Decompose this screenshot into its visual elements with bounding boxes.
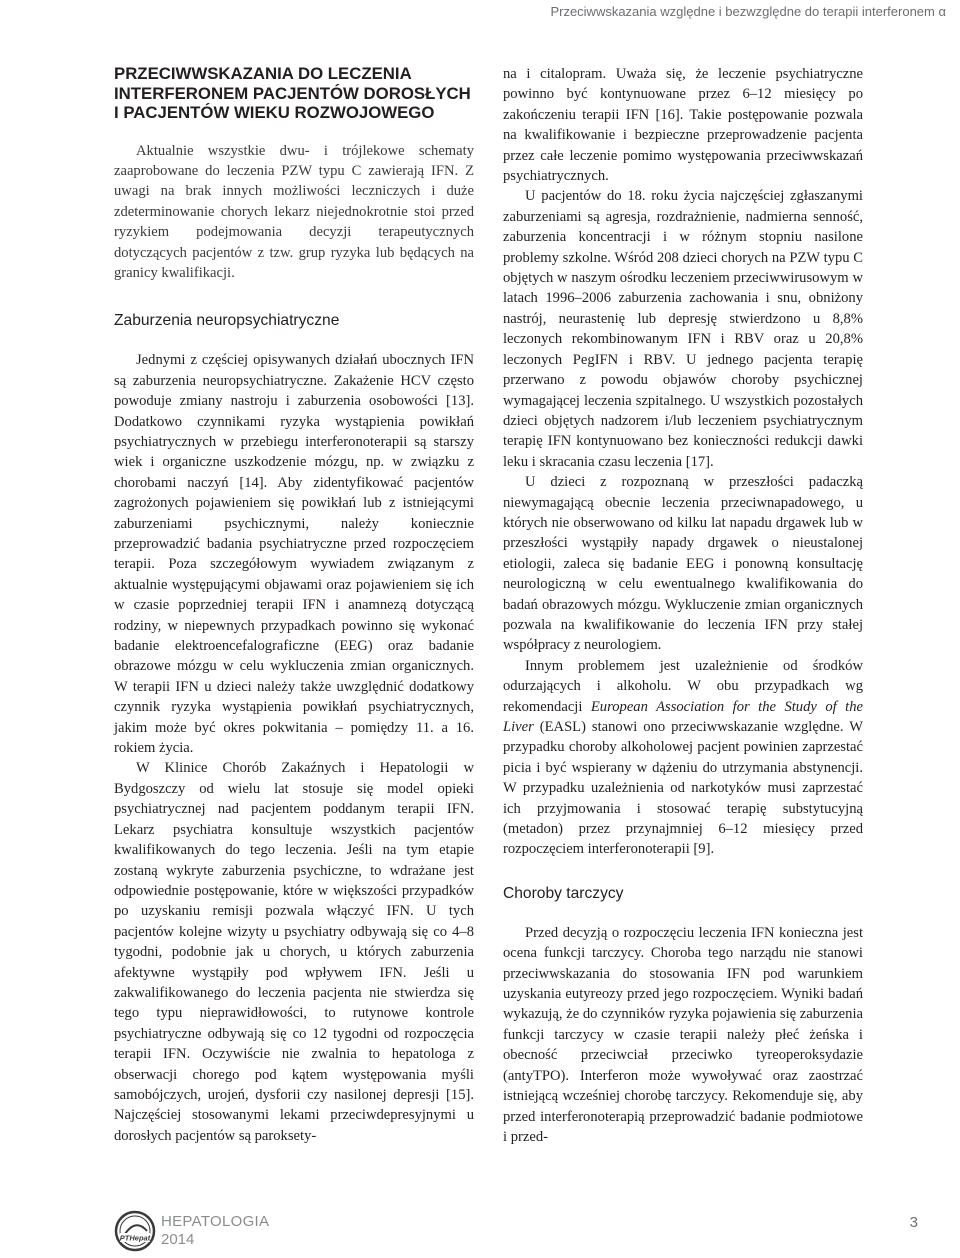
text-run: (EASL) stanowi ono przeciwwskazanie względne. W przypadku choroby alkoholowej pacjent powinien zaprzestać picia i być wspierany w dążeniu do utrzymania abstynencji. W przypadku uzależnienia od narkotyków musi zaprzestać ich przyjmowania i stosować terapię substytucyjną (metadon) przez przynajmniej 6–12 miesięcy przed rozpoczęciem interferonoterapii [9]. [503, 719, 863, 858]
article-title [114, 64, 474, 123]
section-heading-thyroid: Choroby tarczycy [503, 884, 624, 902]
page-number: 3 [909, 1214, 918, 1231]
body-paragraph: Jednymi z częściej opisywanych działań ubocznych IFN są zaburzenia neuropsychiatryczne. Zakażenie HCV często powoduje zmiany nastroju i zaburzenia osobowości [13]. Dodatkowo czynnikami ryzyka wystąpienia powikłań psychiatrycznych w przebiegu interferonoterapii są starszy wiek i organiczne uszkodzenie mózgu, np. w związku z chorobami naczyń [14]. Aby zidentyfikować pacjentów zagrożonych pojawieniem się powikłań lub z istniejącymi zaburzeniami psychicznymi, należy koniecznie przeprowadzić badania psychiatryczne przed rozpoczęciem terapii. Poza szczegółowym wywiadem związanym z aktualnie występującymi objawami oraz pojawieniem się ich w czasie poprzedniej terapii IFN i anamnezą dotyczącą rodziny, w niepewnych przypadkach powinno się wykonać badanie elektroencefalograficzne (EEG) oraz badanie obrazowe mózgu w celu wykluczenia zmian organicznych. W terapii IFN u dzieci należy także uwzględnić dodatkowy czynnik ryzyka wystąpienia powikłań psychiatrycznych, jakim może być okres pokwitania – pomiędzy 11. a 16. rokiem życia. [114, 352, 474, 757]
section-heading-neuropsychiatric: Zaburzenia neuropsychiatryczne [114, 312, 340, 330]
journal-name [161, 1213, 269, 1249]
body-paragraph: na i citalopram. Uważa się, że leczenie psychiatryczne powinno być kontynuowane przez 6–12 miesięcy po zakończeniu terapii IFN [16]. Takie postępowanie pozwala na kwalifikowanie i bezpieczne przeprowadzenie pacjenta przez całe leczenie pomimo występowania przeciwwskazań psychiatrycznych. [503, 66, 863, 185]
title-line-3: I PACJENTÓW WIEKU ROZWOJOWEGO [114, 103, 435, 122]
body-paragraph: U dzieci z rozpoznaną w przeszłości padaczką niewymagającą obecnie leczenia przeciwnapadowego, u których nie obserwowano od kilku lat napadu drgawek lub w przeszłości wystąpiły napady drgawek o nieustalonej etiologii, zaleca się badanie EEG i ponowną konsultację neurologiczną w celu ewentualnego kwalifikowania do badań obrazowych mózgu. Wykluczenie zmian organicznych pozwala na kwalifikowanie do leczenia IFN przy stałej współpracy z neurologiem. [503, 474, 863, 654]
logo-lettering: PTHepat [119, 1233, 151, 1243]
text-run: Innym problemem jest uzależnienie od środków odurzających i alkoholu. W obu przypadkach wg rekomendacji [503, 657, 863, 715]
title-line-2: INTERFERONEM PACJENTÓW DOROSŁYCH [114, 83, 471, 103]
pthepat-logo [113, 1209, 157, 1253]
right-column [503, 64, 863, 1147]
journal-footer [113, 1207, 269, 1255]
running-header: Przeciwwskazania względne i bezwzględne do terapii interferonem α [550, 4, 946, 19]
journal-year: 2014 [161, 1231, 195, 1248]
body-paragraph: U pacjentów do 18. roku życia najczęściej zgłaszanymi zaburzeniami są agresja, rozdrażnienie, nadmierna senność, zaburzenia koncentracji i w różnym stopniu nasilone problemy szkolne. Wśród 208 dzieci chorych na PZW typu C objętych w naszym ośrodku leczeniem przeciwwirusowym w latach 1996–2006 zaburzenia zachowania i snu, obniżony nastrój, neurastenię lub depresję stwierdzono u 8,8% leczonych rekombinowanym IFN i RBV oraz u 20,8% leczonych PegIFN i RBV. U jednego pacjenta terapię przerwano z powodu objawów choroby psychicznej wymagającej leczenia szpitalnego. U wszystkich pozostałych dzieci objętych nadzorem i/lub leczeniem psychiatrycznym terapię IFN kontynuowano bez konieczności redukcji dawki leku i skracania czasu leczenia [17]. [503, 188, 863, 470]
journal-title: HEPATOLOGIA [161, 1213, 270, 1230]
italic-organization-name: European Association for the Study of the Liver [503, 698, 863, 735]
intro-paragraph: Aktualnie wszystkie dwu- i trójlekowe schematy zaaprobowane do leczenia PZW typu C zawierają IFN. Z uwagi na brak innych możliwości leczniczych i duże zdeterminowanie chorych lekarz niejednokrotnie stoi przed ryzykiem podejmowania decyzji terapeutycznych dotyczących pacjentów z tzw. grup ryzyka lub będących na granicy kwalifikacji. [114, 142, 474, 281]
body-paragraph: Przed decyzją o rozpoczęciu leczenia IFN konieczna jest ocena funkcji tarczycy. Choroba tego narządu nie stanowi przeciwwskazania do stosowania IFN pod warunkiem uzyskania eutyreozy przed jego rozpoczęciem. Wyniki badań wykazują, że do czynników ryzyka pojawienia się zaburzenia funkcji tarczycy w czasie terapii należy płeć żeńska i obecność przeciwciał przeciwko tyreoperoksydazie (antyTPO). Interferon może wywoływać oraz zaostrzać istniejącą wcześniej chorobę tarczycy. Rekomenduje się, aby przed interferonoterapią przeprowadzić badanie podmiotowe i przed- [503, 924, 863, 1145]
body-paragraph [503, 656, 863, 860]
title-line-1: PRZECIWWSKAZANIA DO LECZENIA [114, 64, 412, 83]
pthepat-logo-icon [113, 1209, 157, 1253]
left-column [114, 64, 474, 1146]
body-paragraph: W Klinice Chorób Zakaźnych i Hepatologii w Bydgoszczy od wielu lat stosuje się model opieki psychiatrycznej nad pacjentem poddanym terapii IFN. Lekarz psychiatra konsultuje wszystkich pacjentów kwalifikowanych do tego leczenia. Jeśli na tym etapie zostaną wykryte zaburzenia psychiczne, to wdrażane jest odpowiednie postępowanie, które w większości przypadków po uzyskaniu remisji pozwala włączyć IFN. U tych pacjentów kolejne wizyty u psychiatry odbywają się co 4–8 tygodni, podobnie jak u chorych, u których zaburzenia afektywne wystąpiły pod wpływem IFN. Jeśli u zakwalifikowanego do leczenia pacjenta nie stwierdza się tego typu nieprawidłowości, to rutynowe kontrole psychiatryczne odbywają się co 12 tygodni od rozpoczęcia terapii IFN. Oczywiście nie zwalnia to hepatologa z obserwacji chorego pod kątem występowania myśli samobójczych, urojeń, dysforii czy nasilonej depresji [15]. Najczęściej stosowanymi lekami przeciwdepresyjnymi u dorosłych pacjentów są paroksety- [114, 760, 474, 1144]
